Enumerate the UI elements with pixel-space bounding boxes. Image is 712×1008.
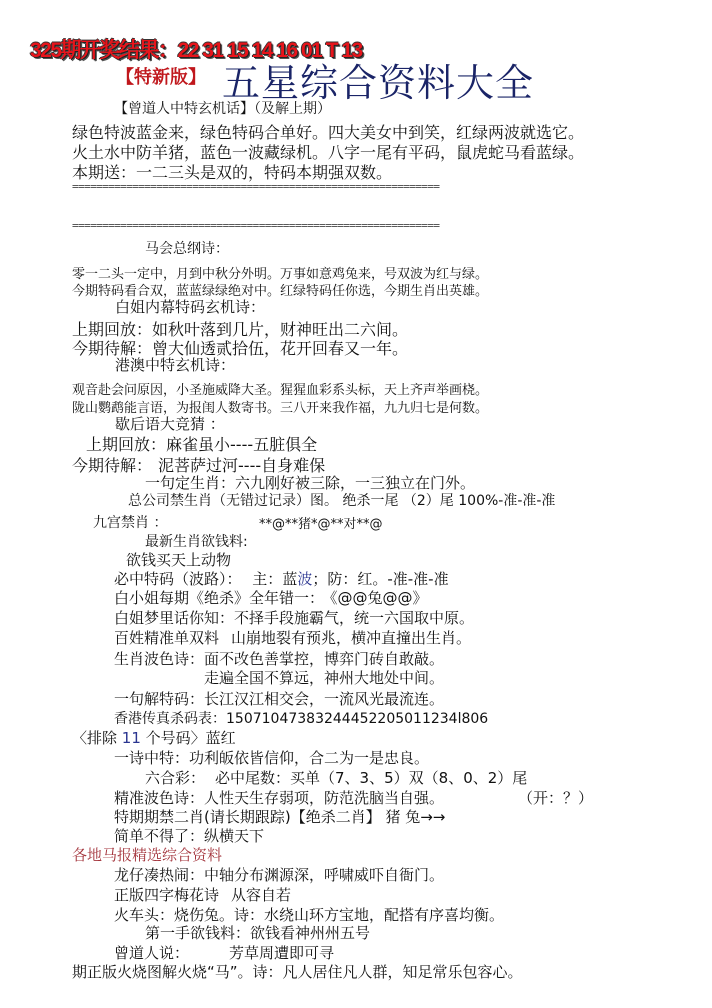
meihua-row bbox=[114, 884, 291, 905]
edition-label: 【特新版】 bbox=[116, 67, 206, 88]
paichu-row bbox=[72, 727, 236, 748]
label: 白小姐每期《绝杀》全年错一： bbox=[114, 589, 325, 607]
bose-line2: 走遍全国不算远，神州大地处中间。 bbox=[204, 669, 445, 687]
label: 上期回放： bbox=[72, 320, 153, 339]
poem-line: 本期送：一二三头是双的，特码本期强双数。 bbox=[72, 163, 393, 182]
section-heading-baijie: 白姐内幕特码玄机诗： bbox=[115, 298, 266, 316]
liuhe-row bbox=[145, 767, 527, 788]
text: 从容自若 bbox=[231, 886, 292, 904]
poem-line: 绿色特波蓝金来，绿色特码合单好。四大美女中到笑，红绿两波就选它。 bbox=[72, 123, 585, 142]
text: 功利皈依皆信仰，合二为一是忠良。 bbox=[189, 749, 430, 767]
bose-row bbox=[114, 648, 444, 669]
draw-result-banner: 325期开奖结果：22 31 15 14 16 01 T 13 bbox=[30, 39, 362, 62]
label: 一句定生肖： bbox=[145, 474, 236, 492]
poem-line: 今期特码看合双，蓝蓝绿绿绝对中。红绿特码任你选，今期生肖出英雄。 bbox=[72, 284, 489, 299]
label: 今期待解： bbox=[72, 339, 153, 358]
poem-line: 陇山鹦鹉能言语，为报闺人数寄书。三八开来我作福，九九归七是何数。 bbox=[72, 401, 489, 416]
bizhong-row bbox=[114, 568, 449, 589]
label: 生肖波色诗： bbox=[114, 650, 205, 668]
section-heading-xiehouyu: 歇后语大竞猜 ： bbox=[115, 415, 225, 433]
text: 芳草周遭即可寻 bbox=[229, 944, 335, 962]
diyishou-row bbox=[145, 922, 370, 943]
text: 〈排除 bbox=[72, 729, 118, 747]
poem-line: 观音赴会问原因，小圣施威降大圣。猩猩血彩系头标，天上齐声举画桡。 bbox=[72, 383, 489, 398]
jinerxiao-row: 特期期禁二肖(请长期跟踪)【绝杀二肖】 猪 兔→→ bbox=[114, 808, 446, 826]
section-heading-gangao: 港澳中特玄机诗： bbox=[115, 356, 236, 374]
label: 今期待解： bbox=[72, 456, 153, 475]
text: 长江汉江相交会，一流风光最流连。 bbox=[204, 690, 445, 708]
section-heading-zengdaoren: 【曾道人中特玄机话】（及解上期） bbox=[114, 101, 331, 117]
poem-line: 零一二头一定中，月到中秋分外明。万事如意鸡兔来，号双波为红与绿。 bbox=[72, 267, 489, 282]
text: 15071047383244452205011234l806 bbox=[226, 711, 489, 727]
label: 精准波色诗： bbox=[114, 789, 205, 807]
label: 白姐梦里话你知： bbox=[114, 609, 235, 627]
text: 《@@兔@@》 bbox=[330, 589, 428, 607]
text: 六九刚好被三除，一三独立在门外。 bbox=[235, 474, 476, 492]
baixing-row bbox=[114, 627, 471, 648]
section-heading-gedi: 各地马报精选综合资料 bbox=[72, 846, 223, 864]
huoche-row: 火车头：烧伤兔。诗：水绕山环方宝地，配搭有序喜均衡。 bbox=[114, 906, 505, 924]
label: 百姓精准单双料 bbox=[114, 629, 220, 647]
chuanzhen-row bbox=[114, 708, 488, 728]
text: 曾大仙透贰拾伍，花开回春又一年。 bbox=[152, 339, 409, 358]
text: 中轴分布渊源深，呼啸威吓自衙门。 bbox=[204, 866, 445, 884]
label: 香港传真杀码表： bbox=[114, 711, 226, 727]
text: 麻雀虽小----五脏俱全 bbox=[166, 435, 318, 454]
section-heading-mahui: 马会总纲诗： bbox=[145, 241, 229, 257]
text: 山崩地裂有预兆，横冲直撞出生肖。 bbox=[231, 629, 472, 647]
label: 正版四字梅花诗 bbox=[114, 886, 220, 904]
page-title: 五星综合资料大全 bbox=[222, 61, 535, 105]
poem-line: 火土水中防羊猪，蓝色一波藏绿机。八字一尾有平码，鼠虎蛇马看蓝绿。 bbox=[72, 143, 585, 162]
longzai-row bbox=[114, 864, 444, 885]
label: 龙仔凑热闹： bbox=[114, 866, 205, 884]
label: 必中特码（波路）： bbox=[114, 570, 242, 588]
jingzhun-row bbox=[114, 787, 444, 808]
text: 面不改色善掌控，博弈门砖自敢敲。 bbox=[204, 650, 445, 668]
label: 上期回放： bbox=[86, 435, 167, 454]
baixiaojie-row bbox=[114, 587, 428, 608]
rest: ；防：红。-准-准-准 bbox=[312, 570, 449, 588]
label: 六合彩： bbox=[145, 769, 206, 787]
menghua-row bbox=[114, 607, 474, 628]
yishi-row bbox=[114, 747, 429, 768]
huoshao-row: 期正版火烧图解火烧“马”。诗：凡人居住凡人群，知足常乐包容心。 bbox=[72, 963, 523, 981]
label: 简单不得了： bbox=[114, 827, 205, 845]
text: 必中尾数：买单（7、3、5）双（8、0、2）尾 bbox=[215, 769, 528, 787]
label: 一诗中特： bbox=[114, 749, 190, 767]
text: 欲钱看神州州五号 bbox=[250, 924, 371, 942]
label: 曾道人说： bbox=[114, 944, 190, 962]
text: 如秋叶落到几片，财神旺出二六间。 bbox=[152, 320, 409, 339]
zuixin-heading: 最新生肖欲钱料: bbox=[145, 534, 248, 550]
zuixin-text: 欲钱买天上动物 bbox=[126, 551, 232, 569]
zonggongsi-row: 总公司禁生肖（无错过记录）图。 绝杀一尾 （2）尾 100%-准-准-准 bbox=[128, 493, 556, 509]
kai-note: （开：？） bbox=[518, 789, 594, 807]
jiugong-text: **@**猪*@**对**@ bbox=[259, 517, 383, 532]
zengdaoren-row bbox=[114, 942, 334, 963]
jiete-row bbox=[114, 688, 444, 709]
label: 第一手欲钱料： bbox=[145, 924, 251, 942]
jiandan-row bbox=[114, 825, 264, 846]
text: 不择手段施霸气，统一六国取中原。 bbox=[234, 609, 475, 627]
xiehouyu-last-row bbox=[86, 432, 317, 455]
separator-line: ============================================================= bbox=[72, 219, 440, 232]
main-a: 蓝 bbox=[282, 570, 298, 588]
text: 纵横天下 bbox=[204, 827, 265, 845]
count: 11 bbox=[117, 729, 146, 747]
text: 泥菩萨过河----自身难保 bbox=[158, 456, 326, 475]
label: 一句解特码： bbox=[114, 690, 205, 708]
main-b: 波 bbox=[297, 570, 313, 588]
main-label: 主： bbox=[252, 570, 283, 588]
text: 人性天生存弱项，防范洗脑当自强。 bbox=[204, 789, 445, 807]
jiugong-label: 九宫禁肖 ： bbox=[93, 515, 168, 531]
separator-line: ============================================================= bbox=[72, 180, 440, 193]
text: 个号码〉蓝红 bbox=[145, 729, 236, 747]
